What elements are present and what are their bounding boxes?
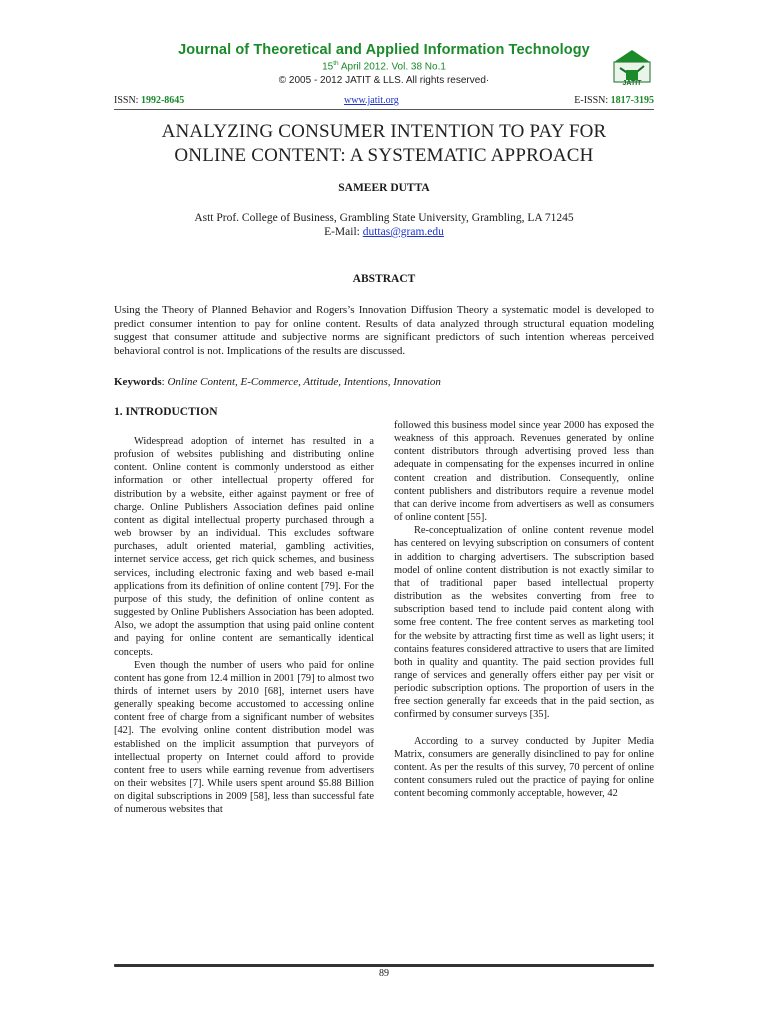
journal-copyright: © 2005 - 2012 JATIT & LLS. All rights reserved· [278,75,490,87]
section-heading-introduction: 1. INTRODUCTION [114,406,218,418]
abstract-text: Using the Theory of Planned Behavior and Rogers’s Innovation Diffusion Theory a systematic model is developed to predict consumer intention to pay for online content. Results of data analyzed through structural equation modeling suggest that consumer attitude and subjective norms are significant predictors of such intention whereas perceived behavioral control is not. Implications of the results are discussed. [114,304,654,357]
page-number: 89 [379,968,389,979]
issue-day: 15 [322,61,334,73]
paragraph: followed this business model since year 2000 has exposed the weakness of this approach. Revenues generated by online content distributors through advertising proved less than adequate in compensating for the expenses incurred in online content creation and distribution. Consequently, online content publishers and distributors require a revenue model that can derive income from advertisers as well as consumers of online content [55]. [394,420,654,524]
issn-electronic: E-ISSN: 1817-3195 [574,95,654,106]
paragraph: According to a survey conducted by Jupiter Media Matrix, consumers are generally disinclined to pay for online content. As per the results of this survey, 70 percent of online content consumers ruled out the practice of paying for online content becoming commonly acceptable, however, 42 [394,735,654,800]
footer-divider [114,964,654,967]
affiliation-text: Astt Prof. College of Business, Grambling State University, Grambling, LA 71245 [194,212,574,224]
journal-issue [0,60,768,72]
email-link[interactable]: duttas@gram.edu [362,226,444,238]
keywords-list: Online Content, E-Commerce, Attitude, Intentions, Innovation [167,376,441,388]
journal-title: Journal of Theoretical and Applied Information Technology [178,42,590,58]
body-column-left [114,435,374,817]
issue-details: April 2012. Vol. 38 No.1 [338,61,446,73]
author-name: SAMEER DUTTA [338,182,430,194]
logo-label: JATIT [622,80,642,87]
keywords: Keywords: Online Content, E-Commerce, Attitude, Intentions, Innovation [114,376,441,388]
paragraph: Widespread adoption of internet has resulted in a profusion of websites publishing and distributing online content. Online content is commonly understood as either information or other intellectual property offered for distribution by a website, either against payment or free of charge. Online Publishers Association defines paid online content as digital intellectual property purchased through a web browser by an individual. This excludes software purchases, adult oriented material, gambling activities, internet service access, get rich quick schemes, and business services, including electronic faxing and web based e-mail applications from its definition of online content [79]. For the purpose of this study, the definition of online content as suggested by Online Publishers Association has been adopted. Also, we adopt the assumption that using paid online content and paying for online content are semantically identical concepts. [114,436,374,658]
author-affiliation [114,211,654,239]
journal-header [0,42,768,86]
paragraph: Even though the number of users who paid for online content has gone from 12.4 million in 2001 [79] to almost two thirds of internet users by 2010 [68], internet users have generally speaking become accustomed to accessing online content free of charge from a significant number of websites [42]. The evolving online content distribution model was established on the implicit assumption that purveyors of intellectual property on Internet could afford to provide content free to users while earning revenue from advertisers on their websites [7]. While users spent around $5.88 Billion on digital subscriptions in 2009 [58], less than successful fate of numerous websites that [114,659,374,816]
body-column-right [394,419,654,800]
paper-title-line-2: ONLINE CONTENT: A SYSTEMATIC APPROACH [174,145,594,166]
paper-title-line-1: ANALYZING CONSUMER INTENTION TO PAY FOR [161,121,607,142]
journal-website-link[interactable]: www.jatit.org [344,95,399,106]
issn-print: ISSN: 1992-8645 [114,95,185,106]
issue-day-suffix: th [333,60,339,67]
paper-title [114,120,654,168]
keywords-label: Keywords [114,376,162,388]
paragraph: Re-conceptualization of online content revenue model has centered on levying subscription on consumers of content in addition to charging advertisers. The subscription based model of online content distribution is not exactly similar to that of traditional paper based intellectual property distribution as the websites converting from free to subscription based tend to include paid content along with some free content. The free content serves as marketing tool for the website by attracting first time as well as light users; it contains features considered attractive to users that are limited both in quality and quantity. The paid section provides full range of services and generally offers either pay per visit or periodic subscription options. The proportion of users in the free section generally far exceeds that in the paid section, as confirmed by consumer surveys [35]. [394,525,654,721]
abstract-heading: ABSTRACT [352,273,416,285]
issn-row [114,95,654,110]
email-line: E-Mail: duttas@gram.edu [324,226,444,238]
